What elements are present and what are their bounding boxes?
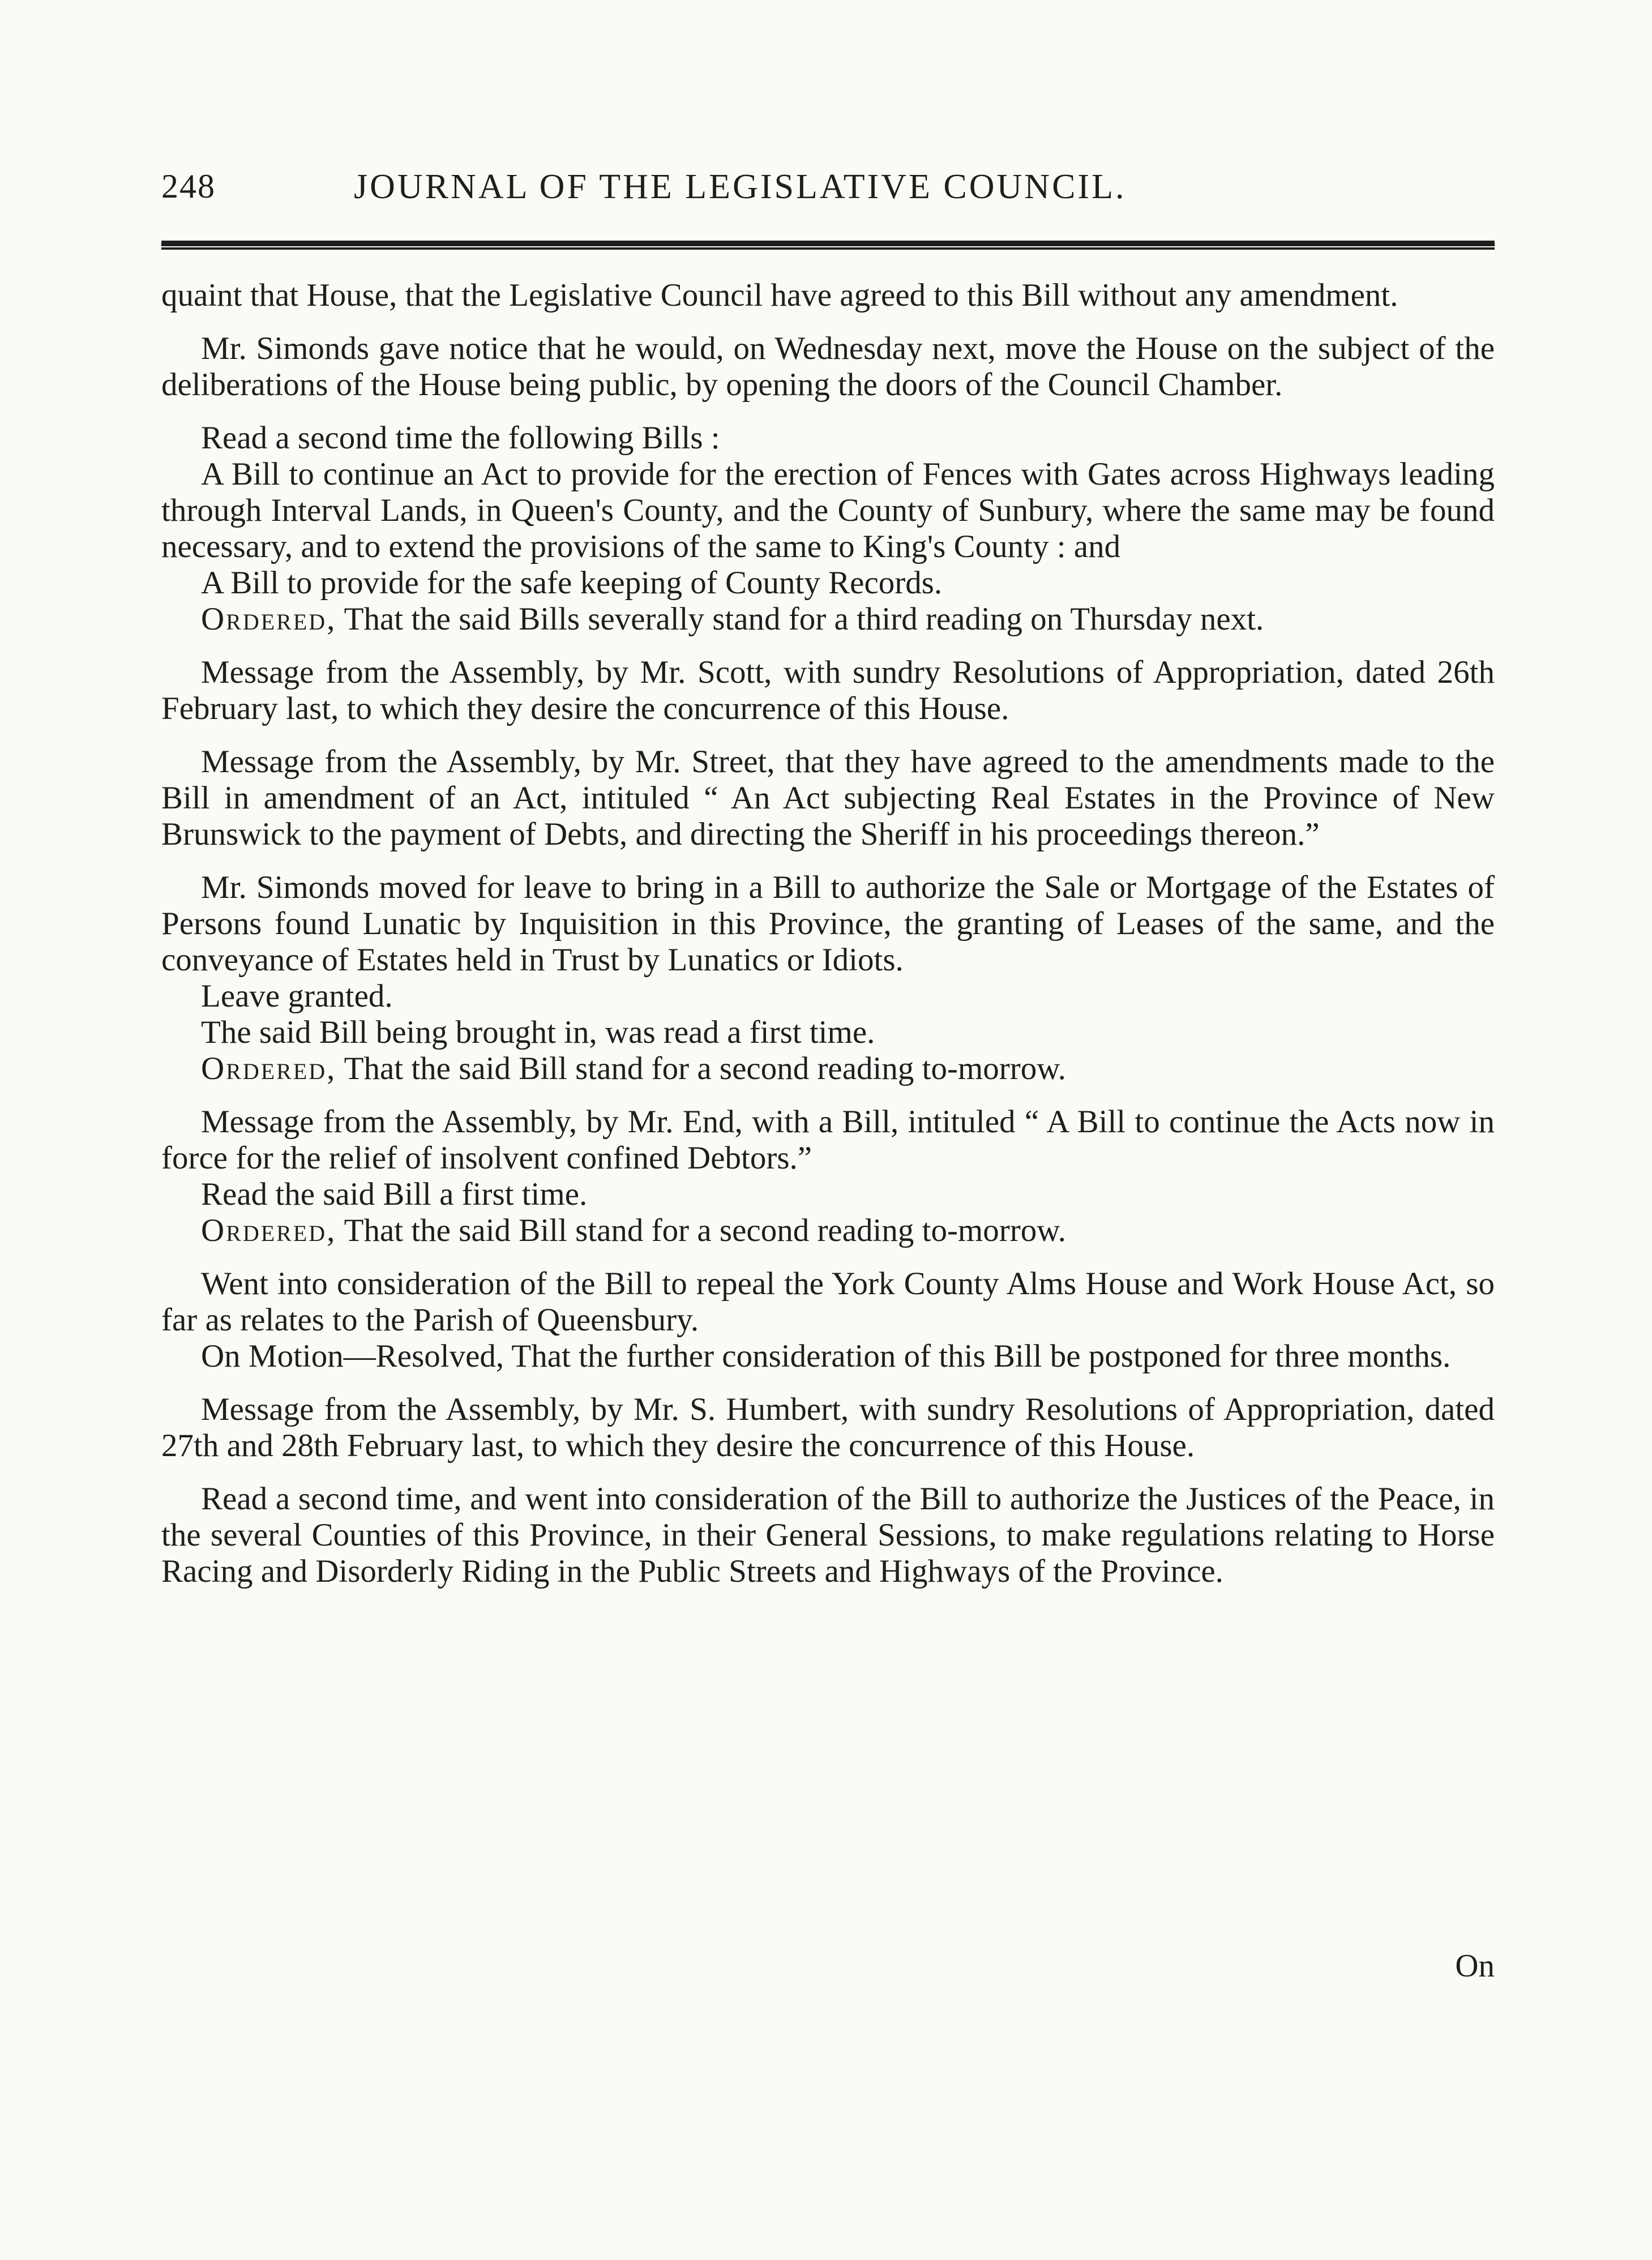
journal-body xyxy=(161,277,1495,1590)
paragraph: A Bill to continue an Act to provide for the erection of Fences with Gates across Highways leading through Interval Lands, in Queen's County, and the County of Sunbury, where the same may be found necessary, and to extend the provisions of the same to King's County : and xyxy=(161,456,1495,564)
paragraph: Read a second time the following Bills : xyxy=(201,420,720,456)
paragraph: Read a second time, and went into consideration of the Bill to authorize the Justices of the Peace, in the several Counties of this Province, in their General Sessions, to make regulations relating to Horse Racing and Disorderly Riding in the Public Streets and Highways of the Province. xyxy=(161,1481,1495,1589)
paragraph: Read the said Bill a first time. xyxy=(201,1176,588,1212)
paragraph: Leave granted. xyxy=(201,978,393,1014)
ordered-lead: Ordered, xyxy=(201,1051,337,1086)
paragraph: Mr. Simonds moved for leave to bring in a Bill to authorize the Sale or Mortgage of the Estates of Persons found Lunatic by Inquisition in this Province, the granting of Leases of the same, and the conveyance of Estates held in Trust by Lunatics or Idiots. xyxy=(161,870,1495,978)
paragraph: Ordered, That the said Bill stand for a second reading to-morrow. xyxy=(201,1213,1066,1248)
paragraph: On Motion—Resolved, That the further consideration of this Bill be postponed for three months. xyxy=(201,1338,1451,1374)
running-title: JOURNAL OF THE LEGISLATIVE COUNCIL. xyxy=(354,168,1127,206)
catchword: On xyxy=(1455,1948,1495,1984)
paragraph: Ordered, That the said Bills severally stand for a third reading on Thursday next. xyxy=(201,601,1264,637)
paragraph: Mr. Simonds gave notice that he would, on Wednesday next, move the House on the subject of the deliberations of the House being public, by opening the doors of the Council Chamber. xyxy=(161,331,1495,403)
paragraph: A Bill to provide for the safe keeping of County Records. xyxy=(201,565,943,601)
paragraph: Message from the Assembly, by Mr. Street, that they have agreed to the amendments made to the Bill in amendment of an Act, intituled “ An Act subjecting Real Estates in the Province of New Brunswick to the payment of Debts, and directing the Sheriff in his proceedings thereon.” xyxy=(161,744,1495,852)
page-number: 248 xyxy=(161,168,216,205)
paragraph: The said Bill being brought in, was read a first time. xyxy=(201,1015,875,1050)
ordered-lead: Ordered, xyxy=(201,1213,337,1248)
paragraph: Message from the Assembly, by Mr. S. Humbert, with sundry Resolutions of Appropriation, dated 27th and 28th February last, to which they desire the concurrence of this House. xyxy=(161,1392,1495,1463)
paragraph: Ordered, That the said Bill stand for a second reading to-morrow. xyxy=(201,1051,1066,1086)
paragraph: quaint that House, that the Legislative Council have agreed to this Bill without any amendment. xyxy=(161,277,1398,313)
page-header xyxy=(161,167,1495,224)
header-rule xyxy=(161,241,1495,250)
paragraph: Message from the Assembly, by Mr. Scott, with sundry Resolutions of Appropriation, dated 26th February last, to which they desire the concurrence of this House. xyxy=(161,654,1495,726)
paragraph: Went into consideration of the Bill to repeal the York County Alms House and Work House Act, so far as relates to the Parish of Queensbury. xyxy=(161,1266,1495,1338)
ordered-lead: Ordered, xyxy=(201,601,337,637)
paragraph: Message from the Assembly, by Mr. End, with a Bill, intituled “ A Bill to continue the Acts now in force for the relief of insolvent confined Debtors.” xyxy=(161,1104,1495,1176)
document-page xyxy=(161,0,1495,2260)
